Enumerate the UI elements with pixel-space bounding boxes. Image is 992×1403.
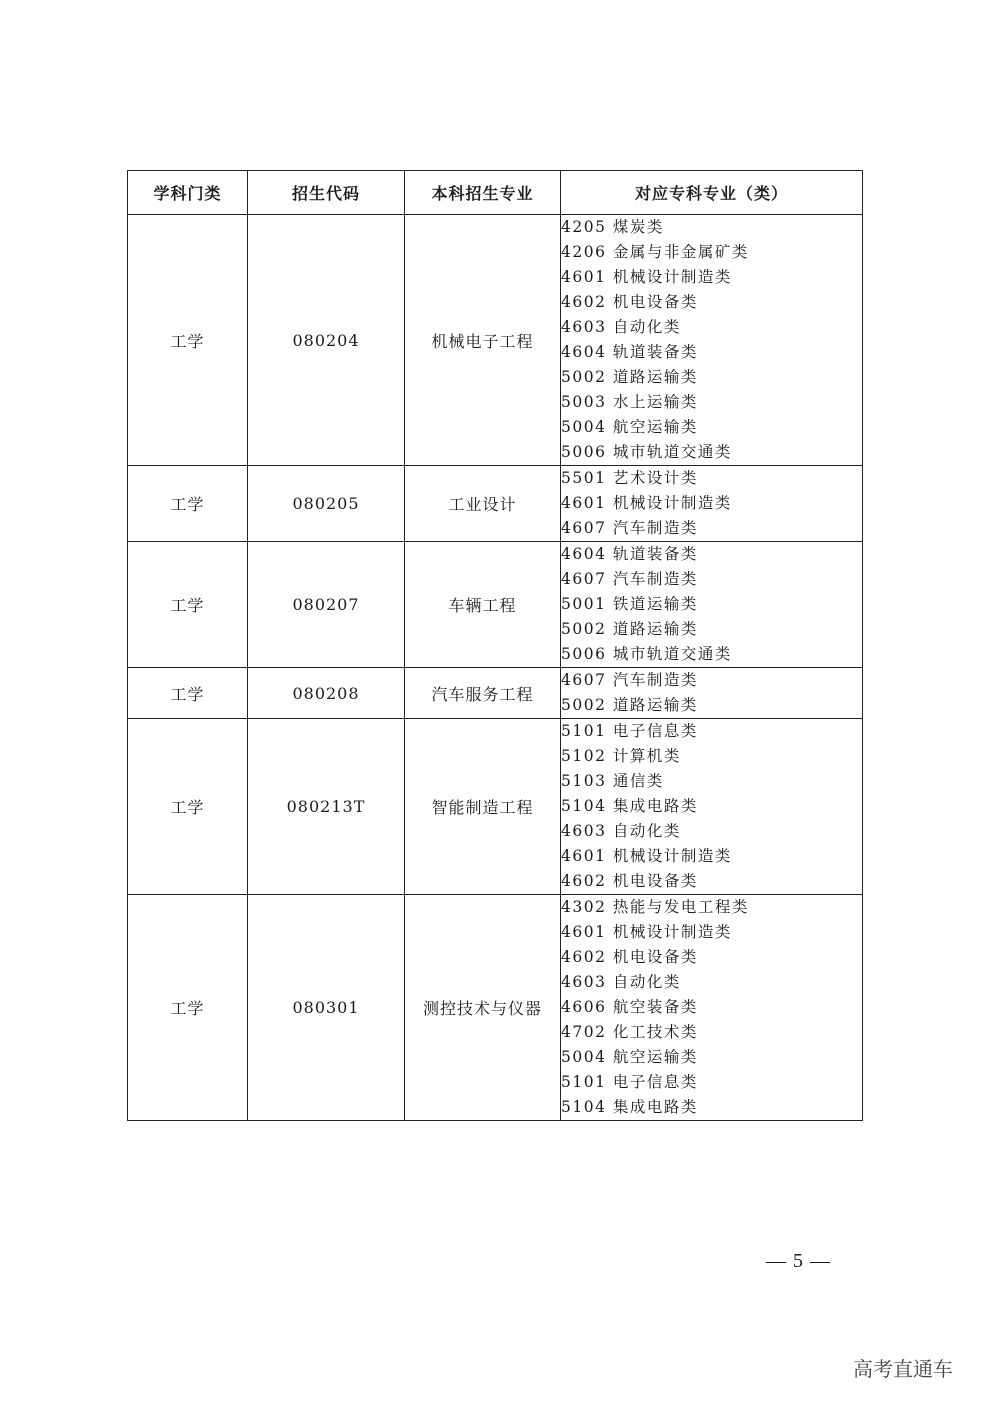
specialty-item: 5501 艺术设计类 [561,469,698,487]
table-row [128,668,863,719]
specialty-item: 5002 道路运输类 [561,620,698,638]
major-cell: 工业设计 [405,466,561,542]
specialty-item: 4702 化工技术类 [561,1023,698,1041]
table-row [128,542,863,668]
major-table [127,170,863,1121]
header-category: 学科门类 [128,171,248,215]
specialty-item: 5101 电子信息类 [561,722,698,740]
major-cell: 测控技术与仪器 [405,895,561,1121]
table-body [128,215,863,1121]
major-cell: 机械电子工程 [405,215,561,466]
specialty-item: 4606 航空装备类 [561,998,698,1016]
specialty-item: 4206 金属与非金属矿类 [561,243,749,261]
code-cell: 080301 [248,895,405,1121]
specialty-item: 4607 汽车制造类 [561,519,698,537]
specialty-item: 4601 机械设计制造类 [561,923,732,941]
specialty-item: 4601 机械设计制造类 [561,847,732,865]
specialty-item: 4603 自动化类 [561,973,681,991]
header-code: 招生代码 [248,171,405,215]
specialty-item: 5002 道路运输类 [561,696,698,714]
specialty-item: 5103 通信类 [561,772,664,790]
specialty-item: 4603 自动化类 [561,822,681,840]
specialty-item: 4602 机电设备类 [561,948,698,966]
specialty-item: 5002 道路运输类 [561,368,698,386]
header-specialties: 对应专科专业（类） [561,171,863,215]
specialty-item: 5104 集成电路类 [561,1098,698,1116]
category-cell: 工学 [128,542,248,668]
header-row [128,171,863,215]
specialty-item: 5003 水上运输类 [561,393,698,411]
page-number: — 5 — [766,1250,831,1272]
specialties-cell [561,668,863,719]
specialty-item: 4602 机电设备类 [561,872,698,890]
specialty-item: 4205 煤炭类 [561,218,664,236]
specialty-item: 4607 汽车制造类 [561,570,698,588]
specialty-item: 5004 航空运输类 [561,418,698,436]
code-cell: 080213T [248,719,405,895]
specialty-item: 5006 城市轨道交通类 [561,443,732,461]
major-cell: 汽车服务工程 [405,668,561,719]
table-row [128,719,863,895]
specialty-item: 4604 轨道装备类 [561,545,698,563]
specialty-item: 4607 汽车制造类 [561,671,698,689]
specialties-cell [561,895,863,1121]
specialty-item: 4604 轨道装备类 [561,343,698,361]
code-cell: 080205 [248,466,405,542]
specialty-item: 5006 城市轨道交通类 [561,645,732,663]
category-cell: 工学 [128,466,248,542]
specialty-item: 5102 计算机类 [561,747,681,765]
table-row [128,466,863,542]
major-cell: 智能制造工程 [405,719,561,895]
watermark: 高考直通车 [853,1357,953,1381]
code-cell: 080204 [248,215,405,466]
specialty-item: 5104 集成电路类 [561,797,698,815]
specialty-item: 5101 电子信息类 [561,1073,698,1091]
specialty-item: 4601 机械设计制造类 [561,494,732,512]
category-cell: 工学 [128,895,248,1121]
table-row [128,215,863,466]
specialty-item: 4601 机械设计制造类 [561,268,732,286]
specialties-cell [561,215,863,466]
specialty-item: 4603 自动化类 [561,318,681,336]
specialty-item: 4602 机电设备类 [561,293,698,311]
category-cell: 工学 [128,215,248,466]
table-row [128,895,863,1121]
category-cell: 工学 [128,719,248,895]
specialty-item: 5001 铁道运输类 [561,595,698,613]
code-cell: 080207 [248,542,405,668]
header-major: 本科招生专业 [405,171,561,215]
specialty-item: 4302 热能与发电工程类 [561,898,749,916]
category-cell: 工学 [128,668,248,719]
major-cell: 车辆工程 [405,542,561,668]
specialty-item: 5004 航空运输类 [561,1048,698,1066]
specialties-cell [561,466,863,542]
code-cell: 080208 [248,668,405,719]
specialties-cell [561,542,863,668]
specialties-cell [561,719,863,895]
